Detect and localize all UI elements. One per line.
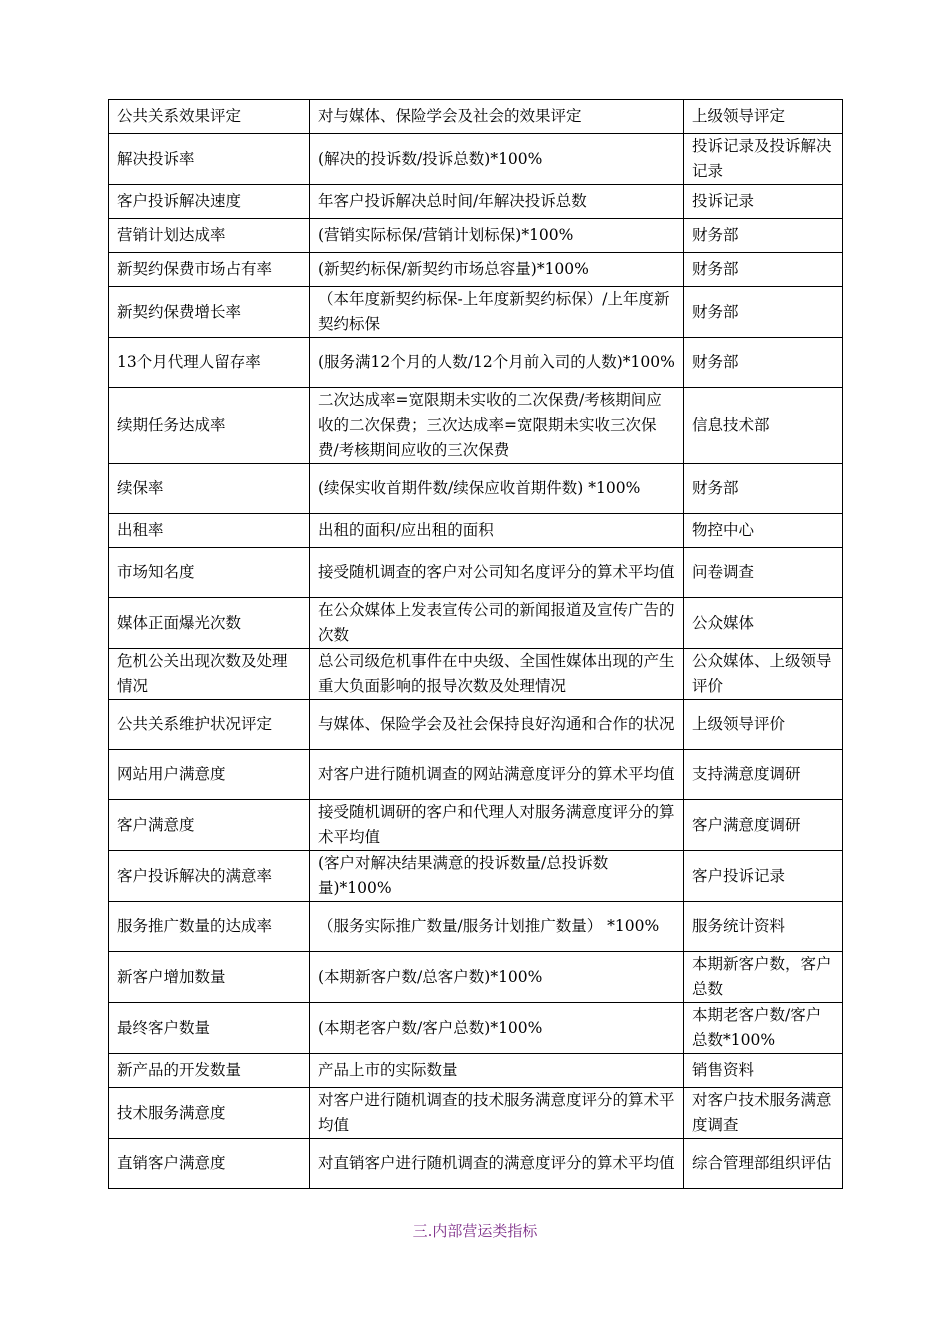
source-cell: 投诉记录及投诉解决记录: [684, 134, 843, 185]
table-row: [109, 649, 843, 700]
formula-cell: 总公司级危机事件在中央级、全国性媒体出现的产生重大负面影响的报导次数及处理情况: [310, 649, 684, 700]
source-cell: 财务部: [684, 464, 843, 514]
kpi-table-body: [109, 100, 843, 1189]
table-row: [109, 514, 843, 548]
source-cell: 销售资料: [684, 1054, 843, 1088]
table-row: [109, 750, 843, 800]
indicator-cell: 客户满意度: [109, 800, 310, 851]
indicator-cell: 技术服务满意度: [109, 1088, 310, 1139]
formula-cell: (营销实际标保/营销计划标保)*100%: [310, 219, 684, 253]
formula-cell: (解决的投诉数/投诉总数)*100%: [310, 134, 684, 185]
formula-cell: (客户对解决结果满意的投诉数量/总投诉数量)*100%: [310, 851, 684, 902]
indicator-cell: 客户投诉解决速度: [109, 185, 310, 219]
indicator-cell: 服务推广数量的达成率: [109, 902, 310, 952]
indicator-cell: 出租率: [109, 514, 310, 548]
formula-cell: 出租的面积/应出租的面积: [310, 514, 684, 548]
formula-cell: 接受随机调查的客户对公司知名度评分的算术平均值: [310, 548, 684, 598]
indicator-cell: 最终客户数量: [109, 1003, 310, 1054]
formula-cell: 与媒体、保险学会及社会保持良好沟通和合作的状况: [310, 700, 684, 750]
formula-cell: (服务满12个月的人数/12个月前入司的人数)*100%: [310, 338, 684, 388]
formula-cell: 年客户投诉解决总时间/年解决投诉总数: [310, 185, 684, 219]
source-cell: 上级领导评价: [684, 700, 843, 750]
indicator-cell: 网站用户满意度: [109, 750, 310, 800]
formula-cell: 在公众媒体上发表宣传公司的新闻报道及宣传广告的次数: [310, 598, 684, 649]
indicator-cell: 危机公关出现次数及处理情况: [109, 649, 310, 700]
formula-cell: (续保实收首期件数/续保应收首期件数) *100%: [310, 464, 684, 514]
table-row: [109, 851, 843, 902]
table-row: [109, 1054, 843, 1088]
indicator-cell: 新契约保费市场占有率: [109, 253, 310, 287]
table-row: [109, 219, 843, 253]
formula-cell: 对直销客户进行随机调查的满意度评分的算术平均值: [310, 1139, 684, 1189]
table-row: [109, 1003, 843, 1054]
indicator-cell: 营销计划达成率: [109, 219, 310, 253]
source-cell: 综合管理部组织评估: [684, 1139, 843, 1189]
source-cell: 本期新客户数，客户总数: [684, 952, 843, 1003]
table-row: [109, 338, 843, 388]
source-cell: 财务部: [684, 287, 843, 338]
formula-cell: (本期老客户数/客户总数)*100%: [310, 1003, 684, 1054]
indicator-cell: 13个月代理人留存率: [109, 338, 310, 388]
table-row: [109, 800, 843, 851]
table-row: [109, 598, 843, 649]
indicator-cell: 新产品的开发数量: [109, 1054, 310, 1088]
table-row: [109, 700, 843, 750]
source-cell: 物控中心: [684, 514, 843, 548]
table-row: [109, 1088, 843, 1139]
indicator-cell: 客户投诉解决的满意率: [109, 851, 310, 902]
table-row: [109, 287, 843, 338]
source-cell: 支持满意度调研: [684, 750, 843, 800]
table-row: [109, 952, 843, 1003]
indicator-cell: 媒体正面爆光次数: [109, 598, 310, 649]
indicator-cell: 新客户增加数量: [109, 952, 310, 1003]
source-cell: 客户投诉记录: [684, 851, 843, 902]
source-cell: 问卷调查: [684, 548, 843, 598]
indicator-cell: 续期任务达成率: [109, 388, 310, 464]
formula-cell: (新契约标保/新契约市场总容量)*100%: [310, 253, 684, 287]
source-cell: 服务统计资料: [684, 902, 843, 952]
table-row: [109, 185, 843, 219]
source-cell: 财务部: [684, 253, 843, 287]
formula-cell: （服务实际推广数量/服务计划推广数量） *100%: [310, 902, 684, 952]
source-cell: 财务部: [684, 338, 843, 388]
kpi-table: [108, 99, 843, 1189]
formula-cell: 对客户进行随机调查的技术服务满意度评分的算术平均值: [310, 1088, 684, 1139]
source-cell: 公众媒体: [684, 598, 843, 649]
table-row: [109, 388, 843, 464]
indicator-cell: 市场知名度: [109, 548, 310, 598]
source-cell: 上级领导评定: [684, 100, 843, 134]
formula-cell: (本期新客户数/总客户数)*100%: [310, 952, 684, 1003]
indicator-cell: 公共关系效果评定: [109, 100, 310, 134]
indicator-cell: 续保率: [109, 464, 310, 514]
indicator-cell: 解决投诉率: [109, 134, 310, 185]
source-cell: 投诉记录: [684, 185, 843, 219]
section-title: 三.内部营运类指标: [412, 1222, 538, 1240]
table-row: [109, 902, 843, 952]
source-cell: 公众媒体、上级领导评价: [684, 649, 843, 700]
source-cell: 客户满意度调研: [684, 800, 843, 851]
source-cell: 财务部: [684, 219, 843, 253]
indicator-cell: 直销客户满意度: [109, 1139, 310, 1189]
source-cell: 本期老客户数/客户总数*100%: [684, 1003, 843, 1054]
indicator-cell: 新契约保费增长率: [109, 287, 310, 338]
table-row: [109, 548, 843, 598]
table-row: [109, 1139, 843, 1189]
formula-cell: 二次达成率=宽限期未实收的二次保费/考核期间应收的二次保费；三次达成率=宽限期未实收三次保费/考核期间应收的三次保费: [310, 388, 684, 464]
table-row: [109, 134, 843, 185]
formula-cell: 对与媒体、保险学会及社会的效果评定: [310, 100, 684, 134]
formula-cell: （本年度新契约标保-上年度新契约标保）/上年度新契约标保: [310, 287, 684, 338]
table-row: [109, 253, 843, 287]
indicator-cell: 公共关系维护状况评定: [109, 700, 310, 750]
source-cell: 信息技术部: [684, 388, 843, 464]
formula-cell: 对客户进行随机调查的网站满意度评分的算术平均值: [310, 750, 684, 800]
formula-cell: 接受随机调研的客户和代理人对服务满意度评分的算术平均值: [310, 800, 684, 851]
table-row: [109, 464, 843, 514]
table-row: [109, 100, 843, 134]
source-cell: 对客户技术服务满意度调查: [684, 1088, 843, 1139]
formula-cell: 产品上市的实际数量: [310, 1054, 684, 1088]
